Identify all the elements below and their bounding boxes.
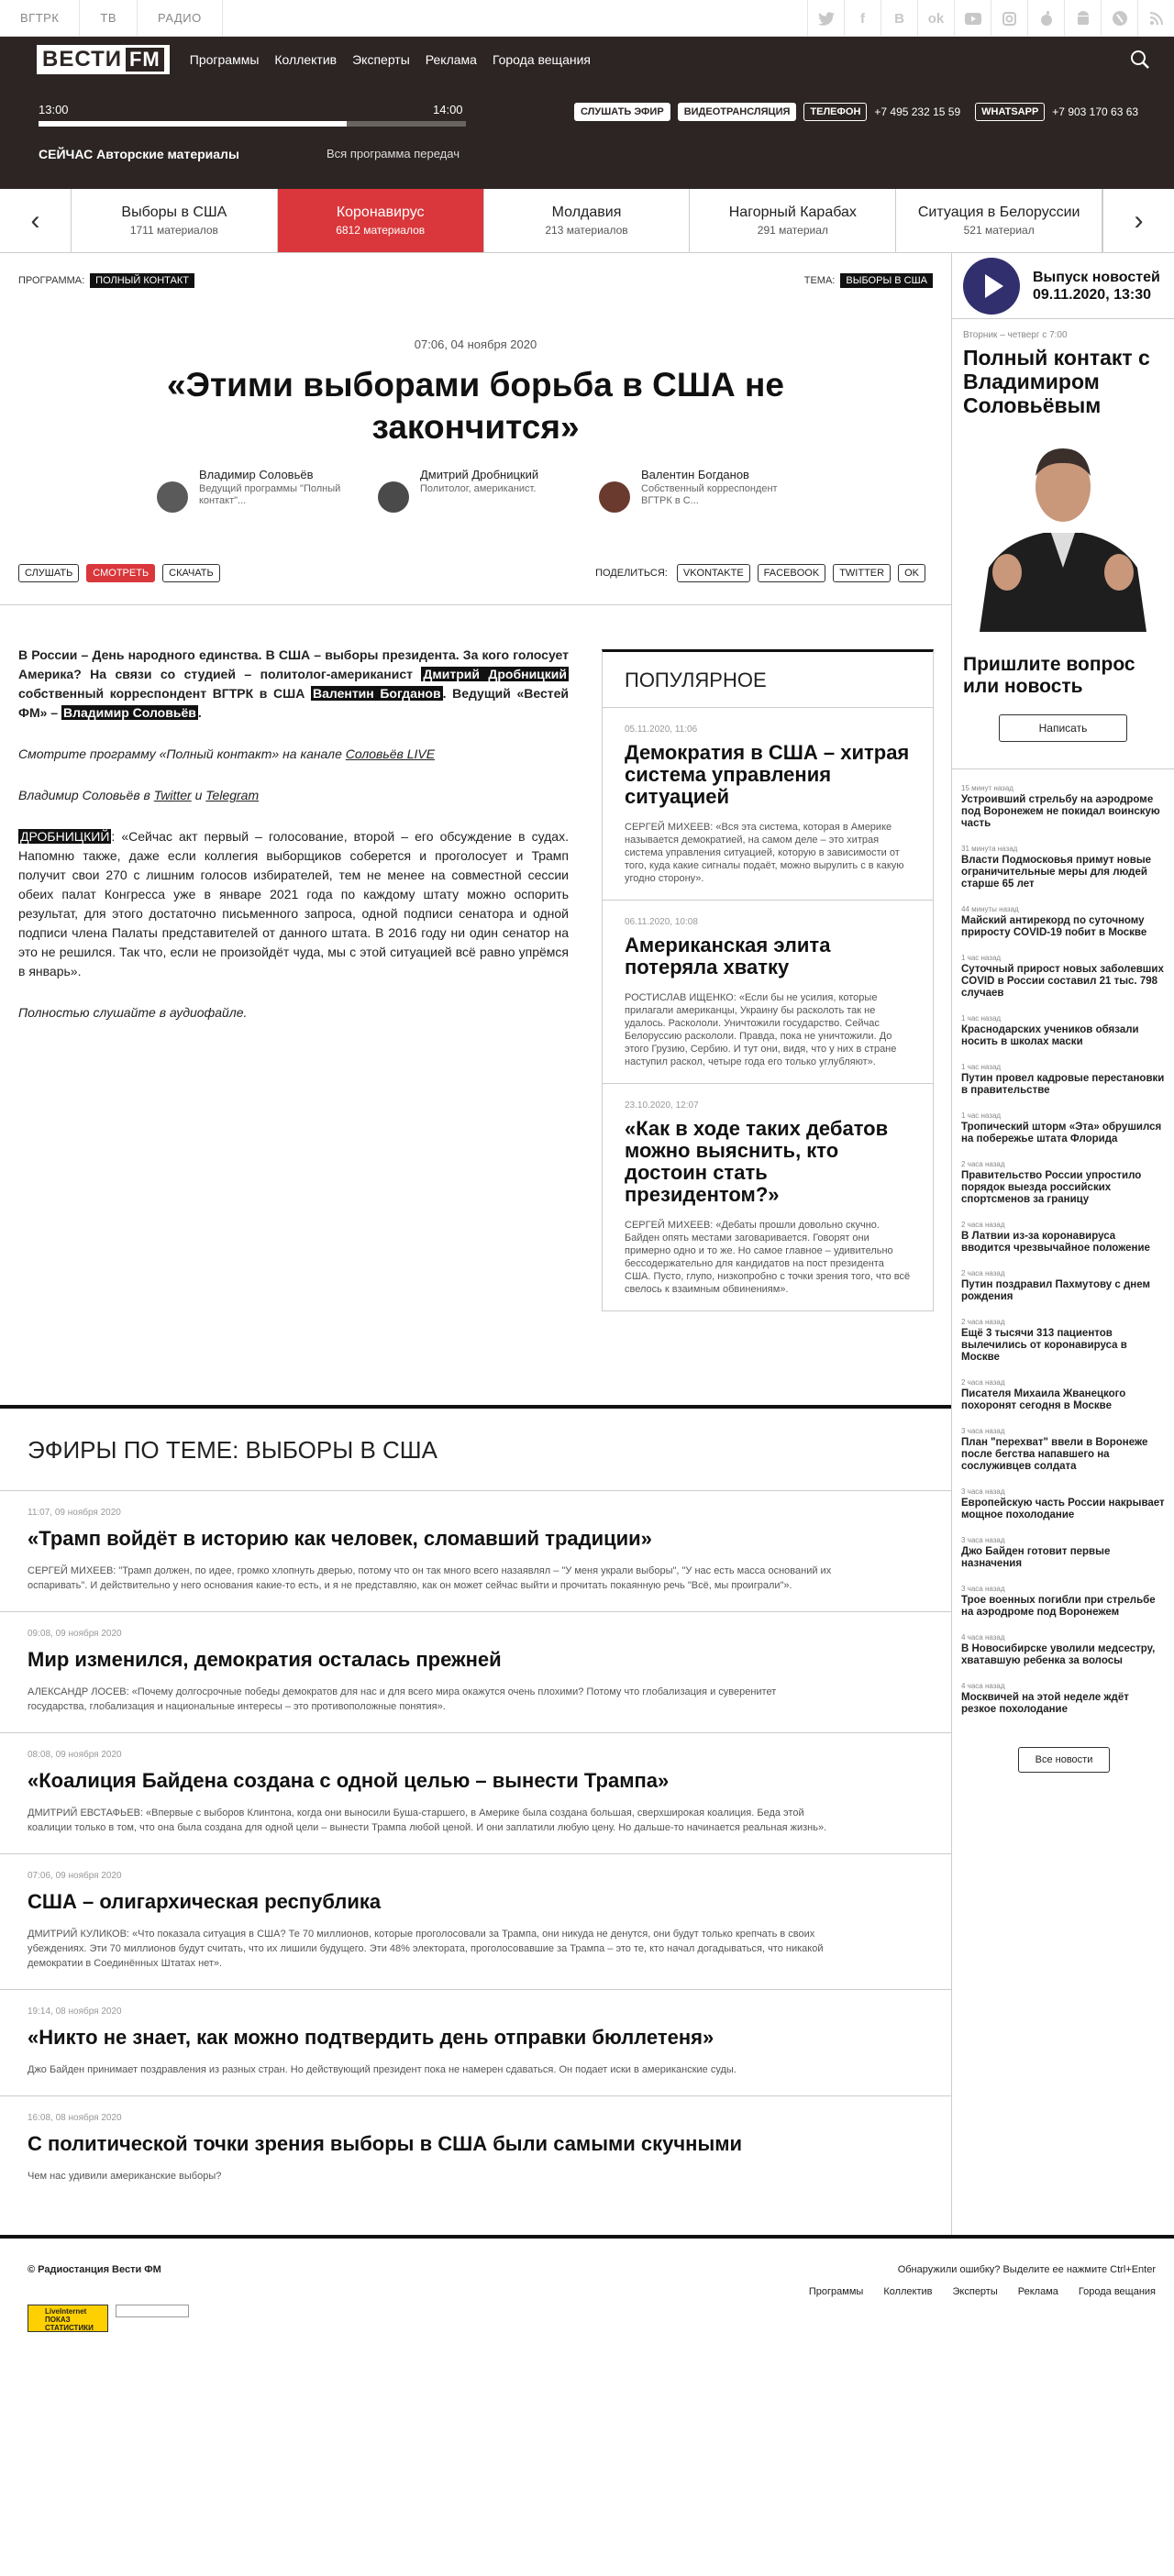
related-title: ЭФИРЫ ПО ТЕМЕ: ВЫБОРЫ В США (0, 1409, 951, 1491)
live-buttons (574, 103, 1153, 121)
main-content (0, 253, 1174, 2235)
feed-title[interactable]: Власти Подмосковья примут новые ограничительные меры для людей старше 65 лет (961, 855, 1152, 890)
author-card[interactable] (378, 469, 573, 513)
topic-count: 291 материал (757, 224, 828, 237)
feed-time: 1 час назад (961, 1063, 1002, 1071)
topic-name: Ситуация в Белоруссии (917, 205, 1080, 220)
popular-title: ПОПУЛЯРНОЕ (603, 652, 933, 708)
share-vk-button[interactable]: VKONTAKTE (677, 564, 750, 582)
item-title[interactable]: С политической точки зрения выборы в США были самыми скучными (28, 2132, 743, 2155)
feed-item[interactable] (961, 1269, 1167, 1303)
all-programs-link[interactable]: Вся программа передач (327, 147, 460, 160)
main-nav (190, 52, 606, 67)
author-desc: Политолог, американист. (420, 483, 537, 494)
sidebar (952, 253, 1174, 2235)
share-facebook-button[interactable]: FACEBOOK (758, 564, 826, 582)
popular-date: 05.11.2020, 11:06 (625, 724, 698, 735)
item-excerpt: ДМИТРИЙ ЕВСТАФЬЕВ: «Впервые с выборов Клинтона, когда они выносили Буша-старшего, в Америке была создана большая, сверхширокая коалиция. Беда этой коалиции только в том, что она была создана для одной цели – вынести Трампа любой ценой. И они заплатили любую цену. Но дальше-то начинается реальная жизнь». (28, 1808, 827, 1833)
feed-title[interactable]: Суточный прирост новых заболевших COVID в России составил 21 тыс. 798 случаев (961, 964, 1164, 999)
popular-item[interactable] (603, 1084, 933, 1310)
phone-number[interactable]: +7 495 232 15 59 (874, 105, 961, 118)
logo-fm: FM (126, 48, 164, 72)
feed-item[interactable] (961, 1160, 1167, 1206)
share-ok-button[interactable]: OK (898, 564, 925, 582)
now-label: СЕЙЧАС (39, 147, 94, 161)
article-lead (18, 646, 569, 723)
livejournal-icon[interactable] (1101, 0, 1137, 37)
site-logo[interactable] (37, 45, 170, 74)
live-progress-bar (39, 121, 466, 127)
footer-nav-cities[interactable]: Города вещания (1078, 2286, 1156, 2297)
error-report-note: Обнаружили ошибку? Выделите ее нажмите Ctrl+Enter (897, 2264, 1156, 2275)
link-solovyov[interactable]: Владимир Соловьёв (62, 705, 196, 720)
popular-headline[interactable]: Демократия в США – хитрая система управления ситуацией (625, 741, 910, 808)
list-item[interactable] (0, 1612, 951, 1733)
liveinternet-counter[interactable] (28, 2305, 108, 2332)
now-title[interactable]: Авторские материалы (96, 147, 239, 161)
feed-time: 1 час назад (961, 954, 1002, 962)
item-title[interactable]: США – олигархическая республика (28, 1890, 382, 1913)
feed-title[interactable]: В Новосибирске уволили медсестру, хватавшую ребенка за волосы (961, 1643, 1156, 1666)
write-button[interactable]: Написать (999, 714, 1127, 742)
feed-title[interactable]: Джо Байден готовит первые назначения (961, 1546, 1111, 1569)
item-title[interactable]: «Никто не знает, как можно подтвердить день отправки бюллетеня» (28, 2026, 714, 2049)
feed-time: 1 час назад (961, 1111, 1002, 1120)
paragraph-text: : «Сейчас акт первый – голосование, второй – его обсуждение в судах. Напомню также, даже если коллегия выборщиков соберется и проголосует и Трамп получит свои 270 с лишним голосов избирателей, тем не менее на совместной сессии обеих палат Конгресса уже в январе 2021 года по каждому штату можно оспорить результат, для этого достаточно письменного запроса, одной подписи сенатора и одной подписи члена Палаты представителей от данного штата. В 2016 году ни один сенатор на это не решился. Так что, если не произойдёт чуда, мы с этой ситуацией всё равно упрёмся в январь». (18, 829, 569, 978)
share-label: ПОДЕЛИТЬСЯ: (595, 568, 668, 579)
item-excerpt: ДМИТРИЙ КУЛИКОВ: «Что показала ситуация в США? Те 70 миллионов, которые проголосовали за Трампа, они никуда не денутся, они будут только крепчать в своих убеждениях. Эти 70 миллионов будут считать, что их лишили будущего. Эти 48% электората, проголосовавшие за Трампа – это те, кто начал догадываться, что никакой демократии в Соединённых Штатах нет». (28, 1929, 824, 1969)
feed-title[interactable]: Писателя Михаила Жванецкого похоронят сегодня в Москве (961, 1388, 1126, 1411)
author-name: Владимир Соловьёв (199, 468, 314, 481)
program-schedule: Вторник – четверг с 7:00 (963, 330, 1068, 340)
item-excerpt: Джо Байден принимает поздравления из разных стран. Но действующий президент пока не намерен сдаваться. Он подает иски в американские суды. (28, 2064, 737, 2075)
feed-item[interactable] (961, 784, 1167, 830)
popular-excerpt: РОСТИСЛАВ ИЩЕНКО: «Если бы не усилия, которые прилагали американцы, Украину бы расколоть так не удалось. Раскололи. Уничтожили государство. Сейчас Белоруссию раскололи. Правда, пока не уничтожили. До этого Грузию, Сербию. И тут они, видя, что у них в стране наступил раскол, четыре года его только углубляют». (625, 992, 897, 1067)
footer-nav-team[interactable]: Коллектив (883, 2286, 933, 2297)
odnoklassniki-icon[interactable]: ok (917, 0, 954, 37)
author-name: Дмитрий Дробницкий (420, 468, 539, 481)
popular-item[interactable] (603, 708, 933, 901)
popular-headline[interactable]: Американская элита потеряла хватку (625, 934, 831, 978)
video-stream-button[interactable]: ВИДЕОТРАНСЛЯЦИЯ (678, 103, 797, 121)
article-title: «Этими выборами борьба в США не закончится» (167, 366, 784, 446)
nav-experts[interactable]: Эксперты (352, 52, 410, 67)
feed-title[interactable]: Европейскую часть России накрывает мощное похолодание (961, 1498, 1165, 1520)
slider-prev-icon[interactable]: ‹ (0, 189, 72, 252)
nav-ads[interactable]: Реклама (425, 52, 477, 67)
list-item[interactable] (0, 2096, 951, 2235)
topic-tag[interactable] (484, 189, 691, 252)
author-name: Валентин Богданов (641, 468, 749, 481)
lead-text: . (197, 705, 202, 720)
avatar (378, 481, 409, 513)
topic-name: Коронавирус (336, 205, 425, 220)
link-solovyov-live[interactable]: Соловьёв LIVE (345, 746, 436, 761)
program-badge[interactable]: ПОЛНЫЙ КОНТАКТ (90, 273, 194, 288)
send-question-block (952, 643, 1174, 769)
host-photo (952, 430, 1174, 632)
footer-nav-experts[interactable]: Эксперты (952, 2286, 998, 2297)
share-twitter-button[interactable]: TWITTER (833, 564, 891, 582)
topic-name: Выборы в США (121, 205, 227, 220)
network-link-radio[interactable]: РАДИО (138, 0, 223, 36)
news-release-title[interactable]: Выпуск новостей 09.11.2020, 13:30 (1033, 269, 1160, 303)
item-date: 08:08, 09 ноября 2020 (28, 1750, 122, 1760)
send-question-title: Пришлите вопрос или новость (963, 654, 1135, 697)
youtube-icon[interactable] (954, 0, 991, 37)
footer-nav-ads[interactable]: Реклама (1017, 2286, 1058, 2297)
counter-name: LiveInternet (45, 2307, 87, 2316)
popular-block (602, 649, 934, 1311)
play-icon[interactable] (963, 258, 1020, 315)
lead-text: В России – День народного единства. В США – выборы президента. За кого голосует Америка? На связи со студией – политолог-американист (18, 647, 569, 681)
top-strip (0, 0, 1174, 37)
paragraph-text: и (191, 788, 206, 802)
program-label: ПРОГРАММА: (18, 275, 85, 286)
listen-button[interactable]: СЛУШАТЬ (18, 564, 79, 582)
feed-title[interactable]: Ещё 3 тысячи 313 пациентов вылечились от коронавируса в Москве (961, 1328, 1127, 1363)
item-date: 09:08, 09 ноября 2020 (28, 1629, 122, 1639)
item-title[interactable]: «Коалиция Байдена создана с одной целью – вынести Трампа» (28, 1769, 670, 1792)
feed-title[interactable]: Тропический шторм «Эта» обрушился на побережье штата Флорида (961, 1122, 1162, 1144)
program-name[interactable]: Полный контакт с Владимиром Соловьёвым (963, 346, 1150, 417)
feed-time: 2 часа назад (961, 1160, 1005, 1168)
article-paragraph (18, 745, 569, 764)
feed-title[interactable]: Краснодарских учеников обязали носить в школах маски (961, 1024, 1139, 1047)
counter-subtitle: ПОКАЗ СТАТИСТИКИ (45, 2316, 94, 2332)
list-item[interactable] (0, 1733, 951, 1854)
program-promo[interactable] (952, 319, 1174, 643)
item-excerpt: Чем нас удивили американские выборы? (28, 2171, 222, 2182)
feed-item[interactable] (961, 1378, 1167, 1412)
news-release[interactable] (952, 253, 1174, 319)
topic-count: 521 материал (963, 224, 1035, 237)
feed-title[interactable]: В Латвии из-за коронавируса вводится чрезвычайное положение (961, 1231, 1150, 1254)
topic-count: 6812 материалов (336, 224, 426, 237)
topic-count: 1711 материалов (129, 224, 218, 237)
nav-team[interactable]: Коллектив (274, 52, 338, 67)
counter-placeholder (116, 2305, 189, 2317)
feed-time: 2 часа назад (961, 1318, 1005, 1326)
item-date: 19:14, 08 ноября 2020 (28, 2007, 122, 2017)
list-item[interactable] (0, 1990, 951, 2096)
network-link-vgtrk[interactable]: ВГТРК (0, 0, 80, 36)
lead-text: . Ведущий «Вестей ФМ» – (18, 686, 570, 720)
feed-time: 3 часа назад (961, 1487, 1005, 1496)
item-date: 16:08, 08 ноября 2020 (28, 2113, 122, 2123)
topic-count: 213 материалов (545, 224, 628, 237)
link-twitter[interactable]: Twitter (153, 788, 192, 802)
feed-time: 2 часа назад (961, 1221, 1005, 1229)
footer-nav-programs[interactable]: Программы (808, 2286, 864, 2297)
all-news-button[interactable]: Все новости (1018, 1747, 1110, 1773)
link-drobnitsky[interactable]: Дмитрий Дробницкий (423, 667, 568, 681)
theme-badge[interactable]: ВЫБОРЫ В США (840, 273, 933, 288)
apple-icon[interactable] (1027, 0, 1064, 37)
list-item[interactable] (0, 1854, 951, 1990)
feed-item[interactable] (961, 1014, 1167, 1048)
feed-time: 3 часа назад (961, 1536, 1005, 1544)
article-labels (0, 253, 951, 286)
feed-time: 15 минут назад (961, 784, 1013, 792)
article-date: 07:06, 04 ноября 2020 (414, 337, 537, 351)
popular-excerpt: СЕРГЕЙ МИХЕЕВ: «Вся эта система, которая в Америке называется демократией, на самом деле – это хитрая система управления ситуацией, которую в зависимости от того, куда какие сигналы подаёт, можно вырулить с в какую угодно сторону». (625, 822, 904, 884)
theme-label: ТЕМА: (803, 275, 836, 286)
author-desc: Собственный корреспондент ВГТРК в С... (641, 483, 778, 506)
site-footer (0, 2235, 1174, 2336)
nav-cities[interactable]: Города вещания (492, 52, 591, 67)
topic-tag[interactable] (690, 189, 896, 252)
article-authors (0, 469, 951, 513)
article-actions (0, 562, 951, 584)
feed-item[interactable] (961, 1318, 1167, 1364)
download-button[interactable]: СКАЧАТЬ (162, 564, 220, 582)
live-progress-fill (39, 121, 347, 127)
feed-time: 3 часа назад (961, 1585, 1005, 1593)
lead-text: собственный корреспондент ВГТРК в США (18, 686, 311, 701)
feed-time: 4 часа назад (961, 1633, 1005, 1642)
topic-slider (0, 189, 1174, 253)
author-card[interactable] (599, 469, 794, 513)
feed-item[interactable] (961, 1487, 1167, 1521)
item-date: 11:07, 09 ноября 2020 (28, 1508, 121, 1518)
feed-title[interactable]: План "перехват" ввели в Воронеже после бегства напавшего на сослуживцев солдата (961, 1437, 1148, 1472)
feed-item[interactable] (961, 954, 1167, 1000)
facebook-icon[interactable]: f (844, 0, 880, 37)
logo-text: ВЕСТИ (42, 47, 122, 72)
twitter-icon[interactable] (807, 0, 844, 37)
feed-time: 3 часа назад (961, 1427, 1005, 1435)
android-icon[interactable] (1064, 0, 1101, 37)
article-body-row (0, 605, 951, 1311)
feed-title[interactable]: Трое военных погибли при стрельбе на аэродроме под Воронежем (961, 1595, 1156, 1618)
nav-programs[interactable]: Программы (189, 52, 260, 67)
topic-tag-active[interactable] (278, 189, 484, 252)
footer-nav (789, 2286, 1156, 2297)
live-broadcast-panel (0, 83, 1174, 189)
article-paragraph (18, 786, 569, 805)
feed-item[interactable] (961, 845, 1167, 890)
link-bogdanov[interactable]: Валентин Богданов (312, 686, 441, 701)
network-links (0, 0, 223, 36)
feed-item[interactable] (961, 1063, 1167, 1097)
vk-icon[interactable]: B (880, 0, 917, 37)
item-excerpt: АЛЕКСАНДР ЛОСЕВ: «Почему долгосрочные победы демократов для нас и для всего мира окажутся очень плохими? Потому что глобализация и суверенитет государства, глобализация и национальные интересы – это противоположные понятия». (28, 1686, 777, 1712)
popular-item[interactable] (603, 901, 933, 1084)
feed-time: 4 часа назад (961, 1682, 1005, 1690)
feed-item[interactable] (961, 1536, 1167, 1570)
article-paragraph: Полностью слушайте в аудиофайле. (18, 1005, 248, 1020)
speaker-label: ДРОБНИЦКИЙ (20, 829, 110, 844)
paragraph-text: Смотрите программу «Полный контакт» на канале (18, 746, 346, 761)
news-feed (952, 784, 1174, 1773)
feed-title[interactable]: Майский антирекорд по суточному приросту COVID-19 побит в Москве (961, 915, 1147, 938)
paragraph-text: Владимир Соловьёв в (18, 788, 154, 802)
feed-item[interactable] (961, 905, 1167, 939)
now-playing (39, 147, 239, 161)
item-title[interactable]: Мир изменился, демократия осталась прежней (28, 1648, 502, 1671)
avatar (599, 481, 630, 513)
author-card[interactable] (157, 469, 352, 513)
popular-date: 06.11.2020, 10:08 (625, 917, 698, 927)
network-link-tv[interactable]: ТВ (80, 0, 138, 36)
popular-headline[interactable]: «Как в ходе таких дебатов можно выяснить, кто достоин стать президентом?» (625, 1117, 889, 1206)
feed-title[interactable]: Москвичей на этой неделе ждёт резкое похолодание (961, 1692, 1129, 1715)
listen-live-button[interactable]: СЛУШАТЬ ЭФИР (574, 103, 670, 121)
article-column (0, 253, 952, 2235)
item-date: 07:06, 09 ноября 2020 (28, 1871, 122, 1881)
live-time-end: 14:00 (433, 103, 463, 116)
feed-title[interactable]: Правительство России упростило порядок выезда российских спортсменов за границу (961, 1170, 1142, 1205)
feed-item[interactable] (961, 1111, 1167, 1145)
whatsapp-button[interactable]: WHATSAPP (975, 103, 1045, 121)
item-excerpt: СЕРГЕЙ МИХЕЕВ: "Трамп должен, по идее, громко хлопнуть дверью, потому что он так много всего назаявлял – "У меня украли выборы", "У нас есть масса оснований их оспаривать". И действительно у него основания какие-то есть, и я не представляю, как он может сейчас выйти и прочитать покаянную речь "Всё, мы проиграли"». (28, 1565, 832, 1591)
feed-title[interactable]: Устроивший стрельбу на аэродроме под Воронежем не покидал воинскую часть (961, 794, 1160, 829)
feed-time: 1 час назад (961, 1014, 1002, 1023)
site-header (0, 37, 1174, 83)
instagram-icon[interactable] (991, 0, 1027, 37)
topic-tag[interactable] (72, 189, 278, 252)
feed-item[interactable] (961, 1427, 1167, 1473)
copyright: © Радиостанция Вести ФМ (28, 2264, 161, 2275)
avatar (157, 481, 188, 513)
feed-title[interactable]: Путин поздравил Пахмутову с днем рождения (961, 1279, 1150, 1302)
feed-time: 31 минута назад (961, 845, 1018, 853)
item-title[interactable]: «Трамп войдёт в историю как человек, сломавший традиции» (28, 1527, 652, 1550)
feed-item[interactable] (961, 1633, 1167, 1667)
phone-button[interactable]: ТЕЛЕФОН (803, 103, 867, 121)
slider-next-icon[interactable]: › (1102, 189, 1174, 252)
related-broadcasts (0, 1405, 951, 2235)
link-telegram[interactable]: Telegram (205, 788, 260, 802)
list-item[interactable] (0, 1491, 951, 1612)
feed-time: 2 часа назад (961, 1269, 1005, 1277)
feed-title[interactable]: Путин провел кадровые перестановки в правительстве (961, 1073, 1165, 1096)
topic-name: Нагорный Карабах (728, 205, 857, 220)
article-paragraph (18, 827, 569, 981)
live-time-start: 13:00 (39, 103, 69, 116)
topic-name: Молдавия (551, 205, 622, 220)
watch-button[interactable]: СМОТРЕТЬ (86, 564, 155, 582)
topic-tag[interactable] (896, 189, 1102, 252)
rss-icon[interactable] (1137, 0, 1174, 37)
author-desc: Ведущий программы "Полный контакт"... (199, 483, 341, 506)
article-text (0, 605, 569, 1311)
search-icon[interactable] (1130, 50, 1150, 70)
feed-time: 44 минуты назад (961, 905, 1019, 913)
popular-excerpt: СЕРГЕЙ МИХЕЕВ: «Дебаты прошли довольно скучно. Байден опять местами заговаривается. Говорят они примерно одно и то же. Но самое главное – удивительно бессодержательно для кандидатов на пост президента США. Пусто, глупо, низкопробно с точки зрения того, что всё свелось к взаимным обвинениям». (625, 1220, 911, 1295)
feed-item[interactable] (961, 1221, 1167, 1255)
feed-item[interactable] (961, 1585, 1167, 1619)
popular-date: 23.10.2020, 12:07 (625, 1100, 699, 1111)
feed-time: 2 часа назад (961, 1378, 1005, 1387)
social-links (807, 0, 1174, 36)
whatsapp-number[interactable]: +7 903 170 63 63 (1052, 105, 1139, 118)
feed-item[interactable] (961, 1682, 1167, 1716)
